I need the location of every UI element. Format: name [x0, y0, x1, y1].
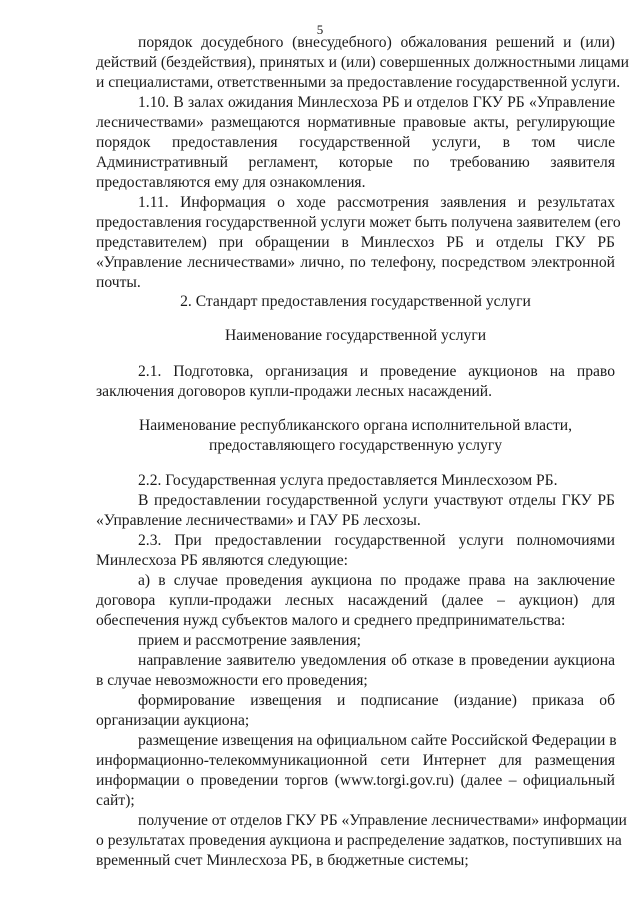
- text-line: 1.10. В залах ожидания Минлесхоза РБ и отделов ГКУ РБ «Управление: [138, 94, 615, 111]
- text-line: временный счет Минлесхоза РБ, в бюджетные системы;: [96, 852, 469, 869]
- text-line: 1.11. Информация о ходе рассмотрения заявления и результатах: [138, 194, 615, 211]
- text-line: предоставляются ему для ознакомления.: [96, 174, 366, 191]
- text-line: 2.2. Государственная услуга предоставляется Минлесхозом РБ.: [138, 472, 558, 489]
- text-line: 2.3. При предоставлении государственной услуги полномочиями: [138, 532, 615, 549]
- text-line: почты.: [96, 274, 141, 291]
- text-line: Административный регламент, которые по требованию заявителя: [96, 154, 615, 171]
- text-line: «Управление лесничествами» лично, по телефону, посредством электронной: [96, 254, 615, 271]
- text-line: размещение извещения на официальном сайте Российской Федерации в: [138, 732, 617, 749]
- text-line: представителем) при обращении в Минлесхоз РБ и отделы ГКУ РБ: [96, 234, 615, 251]
- text-line: прием и рассмотрение заявления;: [138, 632, 361, 649]
- text-line: организации аукциона;: [96, 712, 250, 729]
- text-line: информационно-телекоммуникационной сети Интернет для размещения: [96, 752, 615, 769]
- subsection-heading: Наименование государственной услуги: [224, 327, 487, 344]
- text-line: «Управление лесничествами» и ГАУ РБ лесхозы.: [96, 512, 421, 529]
- text-line: Минлесхоза РБ являются следующие:: [96, 552, 348, 569]
- text-line: а) в случае проведения аукциона по продаже права на заключение: [138, 572, 615, 589]
- text-line: предоставления государственной услуги может быть получена заявителем (его: [96, 214, 621, 231]
- text-line: действий (бездействия), принятых и (или) совершенных должностными лицами: [96, 54, 629, 71]
- text-line: порядок предоставления государственной услуги, в том числе: [96, 134, 615, 151]
- text-line: направление заявителю уведомления об отказе в проведении аукциона: [138, 652, 615, 669]
- text-line: В предоставлении государственной услуги участвуют отделы ГКУ РБ: [138, 492, 615, 509]
- subsection-heading: предоставляющего государственную услугу: [208, 437, 503, 454]
- text-line: о результатах проведения аукциона и распределение задатков, поступивших на: [96, 832, 622, 849]
- text-line: обеспечения нужд субъектов малого и среднего предпринимательства:: [96, 612, 566, 629]
- text-line: формирование извещения и подписание (издание) приказа об: [138, 692, 615, 709]
- section-heading: 2. Стандарт предоставления государственной услуги: [180, 293, 531, 310]
- text-line: порядок досудебного (внесудебного) обжалования решений и (или): [138, 34, 615, 51]
- text-line: сайт);: [96, 792, 135, 809]
- text-line: лесничествами» размещаются нормативные правовые акты, регулирующие: [96, 114, 615, 131]
- text-line: и специалистами, ответственными за предоставление государственной услуги.: [96, 74, 621, 91]
- text-line: получение от отделов ГКУ РБ «Управление лесничествами» информации: [138, 812, 627, 829]
- text-line: в случае невозможности его проведения;: [96, 672, 368, 689]
- subsection-heading: Наименование республиканского органа исполнительной власти,: [138, 417, 573, 434]
- page-number: 5: [316, 22, 324, 37]
- text-line: 2.1. Подготовка, организация и проведение аукционов на право: [138, 363, 615, 380]
- text-line: информации о проведении торгов (www.torgi.gov.ru) (далее – официальный: [96, 772, 615, 789]
- text-line: заключения договоров купли-продажи лесных насаждений.: [96, 383, 493, 400]
- text-line: договора купли-продажи лесных насаждений (далее – аукцион) для: [96, 592, 615, 609]
